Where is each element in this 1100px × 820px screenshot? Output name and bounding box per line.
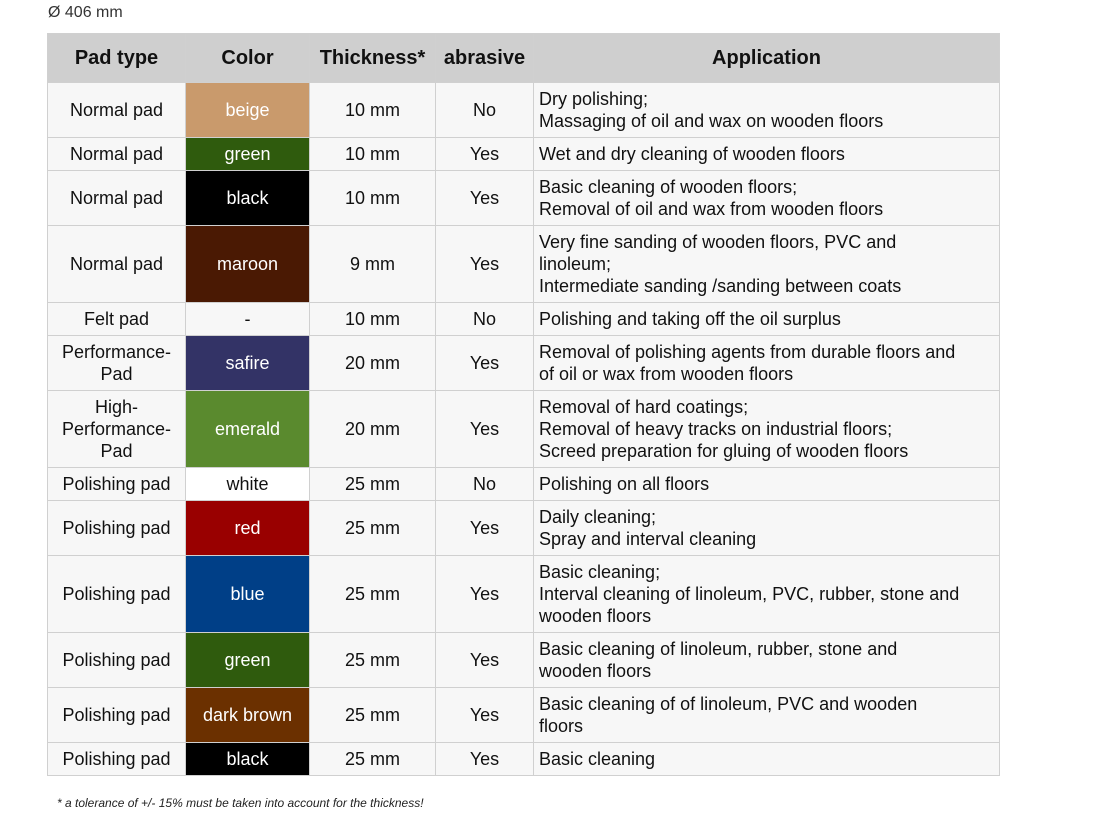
application-cell: Polishing and taking off the oil surplus	[534, 303, 1000, 336]
header-pad-type: Pad type	[48, 34, 186, 83]
table-row	[48, 468, 1000, 501]
table-row	[48, 138, 1000, 171]
abrasive-cell: Yes	[436, 688, 534, 743]
thickness-cell: 25 mm	[310, 556, 436, 633]
abrasive-cell: Yes	[436, 633, 534, 688]
table-row	[48, 633, 1000, 688]
pad-type-cell: Polishing pad	[48, 633, 186, 688]
diameter-label: Ø 406 mm	[48, 4, 123, 21]
table-row	[48, 556, 1000, 633]
header-color: Color	[186, 34, 310, 83]
color-cell: emerald	[186, 391, 310, 468]
pad-type-cell: Polishing pad	[48, 468, 186, 501]
thickness-cell: 10 mm	[310, 138, 436, 171]
application-cell: Very fine sanding of wooden floors, PVC and linoleum; Intermediate sanding /sanding between coats	[534, 226, 1000, 303]
application-cell: Basic cleaning of linoleum, rubber, stone and wooden floors	[534, 633, 1000, 688]
color-cell: beige	[186, 83, 310, 138]
thickness-cell: 25 mm	[310, 633, 436, 688]
abrasive-cell: Yes	[436, 743, 534, 776]
thickness-cell: 9 mm	[310, 226, 436, 303]
color-cell: red	[186, 501, 310, 556]
pad-type-cell: Polishing pad	[48, 501, 186, 556]
thickness-cell: 25 mm	[310, 468, 436, 501]
abrasive-cell: Yes	[436, 138, 534, 171]
color-cell: green	[186, 633, 310, 688]
abrasive-cell: Yes	[436, 556, 534, 633]
pad-type-cell: Polishing pad	[48, 743, 186, 776]
abrasive-cell: No	[436, 303, 534, 336]
thickness-cell: 25 mm	[310, 688, 436, 743]
pad-type-cell: Polishing pad	[48, 556, 186, 633]
color-cell: black	[186, 171, 310, 226]
thickness-cell: 20 mm	[310, 391, 436, 468]
application-cell: Wet and dry cleaning of wooden floors	[534, 138, 1000, 171]
abrasive-cell: Yes	[436, 391, 534, 468]
thickness-cell: 25 mm	[310, 501, 436, 556]
abrasive-cell: No	[436, 468, 534, 501]
thickness-cell: 10 mm	[310, 171, 436, 226]
application-cell: Removal of polishing agents from durable floors and of oil or wax from wooden floors	[534, 336, 1000, 391]
header-row	[48, 34, 1000, 83]
table-row	[48, 336, 1000, 391]
thickness-cell: 25 mm	[310, 743, 436, 776]
footnote: * a tolerance of +/- 15% must be taken into account for the thickness!	[57, 796, 424, 810]
application-cell: Removal of hard coatings; Removal of heavy tracks on industrial floors; Screed preparation for gluing of wooden floors	[534, 391, 1000, 468]
color-cell: green	[186, 138, 310, 171]
application-cell: Dry polishing; Massaging of oil and wax on wooden floors	[534, 83, 1000, 138]
pad-type-cell: Performance- Pad	[48, 336, 186, 391]
thickness-cell: 10 mm	[310, 83, 436, 138]
color-cell: dark brown	[186, 688, 310, 743]
table-row	[48, 688, 1000, 743]
pad-type-cell: Normal pad	[48, 83, 186, 138]
table-row	[48, 303, 1000, 336]
color-cell: white	[186, 468, 310, 501]
abrasive-cell: No	[436, 83, 534, 138]
pad-type-cell: High- Performance- Pad	[48, 391, 186, 468]
pad-type-cell: Felt pad	[48, 303, 186, 336]
header-application: Application	[534, 34, 1000, 83]
color-cell: blue	[186, 556, 310, 633]
table-row	[48, 226, 1000, 303]
application-cell: Basic cleaning of wooden floors; Removal of oil and wax from wooden floors	[534, 171, 1000, 226]
pad-table	[47, 33, 1000, 776]
color-cell: safire	[186, 336, 310, 391]
application-cell: Basic cleaning	[534, 743, 1000, 776]
header-thickness: Thickness*	[310, 34, 436, 83]
thickness-cell: 10 mm	[310, 303, 436, 336]
application-cell: Daily cleaning; Spray and interval cleaning	[534, 501, 1000, 556]
abrasive-cell: Yes	[436, 226, 534, 303]
application-cell: Basic cleaning; Interval cleaning of linoleum, PVC, rubber, stone and wooden floors	[534, 556, 1000, 633]
application-cell: Basic cleaning of of linoleum, PVC and wooden floors	[534, 688, 1000, 743]
table-row	[48, 501, 1000, 556]
header-abrasive: abrasive	[436, 34, 534, 83]
table-row	[48, 391, 1000, 468]
pad-type-cell: Normal pad	[48, 171, 186, 226]
table-row	[48, 743, 1000, 776]
abrasive-cell: Yes	[436, 336, 534, 391]
pad-type-cell: Normal pad	[48, 226, 186, 303]
pad-type-cell: Polishing pad	[48, 688, 186, 743]
thickness-cell: 20 mm	[310, 336, 436, 391]
pad-type-cell: Normal pad	[48, 138, 186, 171]
abrasive-cell: Yes	[436, 171, 534, 226]
table-row	[48, 171, 1000, 226]
color-cell: maroon	[186, 226, 310, 303]
color-cell: -	[186, 303, 310, 336]
application-cell: Polishing on all floors	[534, 468, 1000, 501]
abrasive-cell: Yes	[436, 501, 534, 556]
table-row	[48, 83, 1000, 138]
color-cell: black	[186, 743, 310, 776]
